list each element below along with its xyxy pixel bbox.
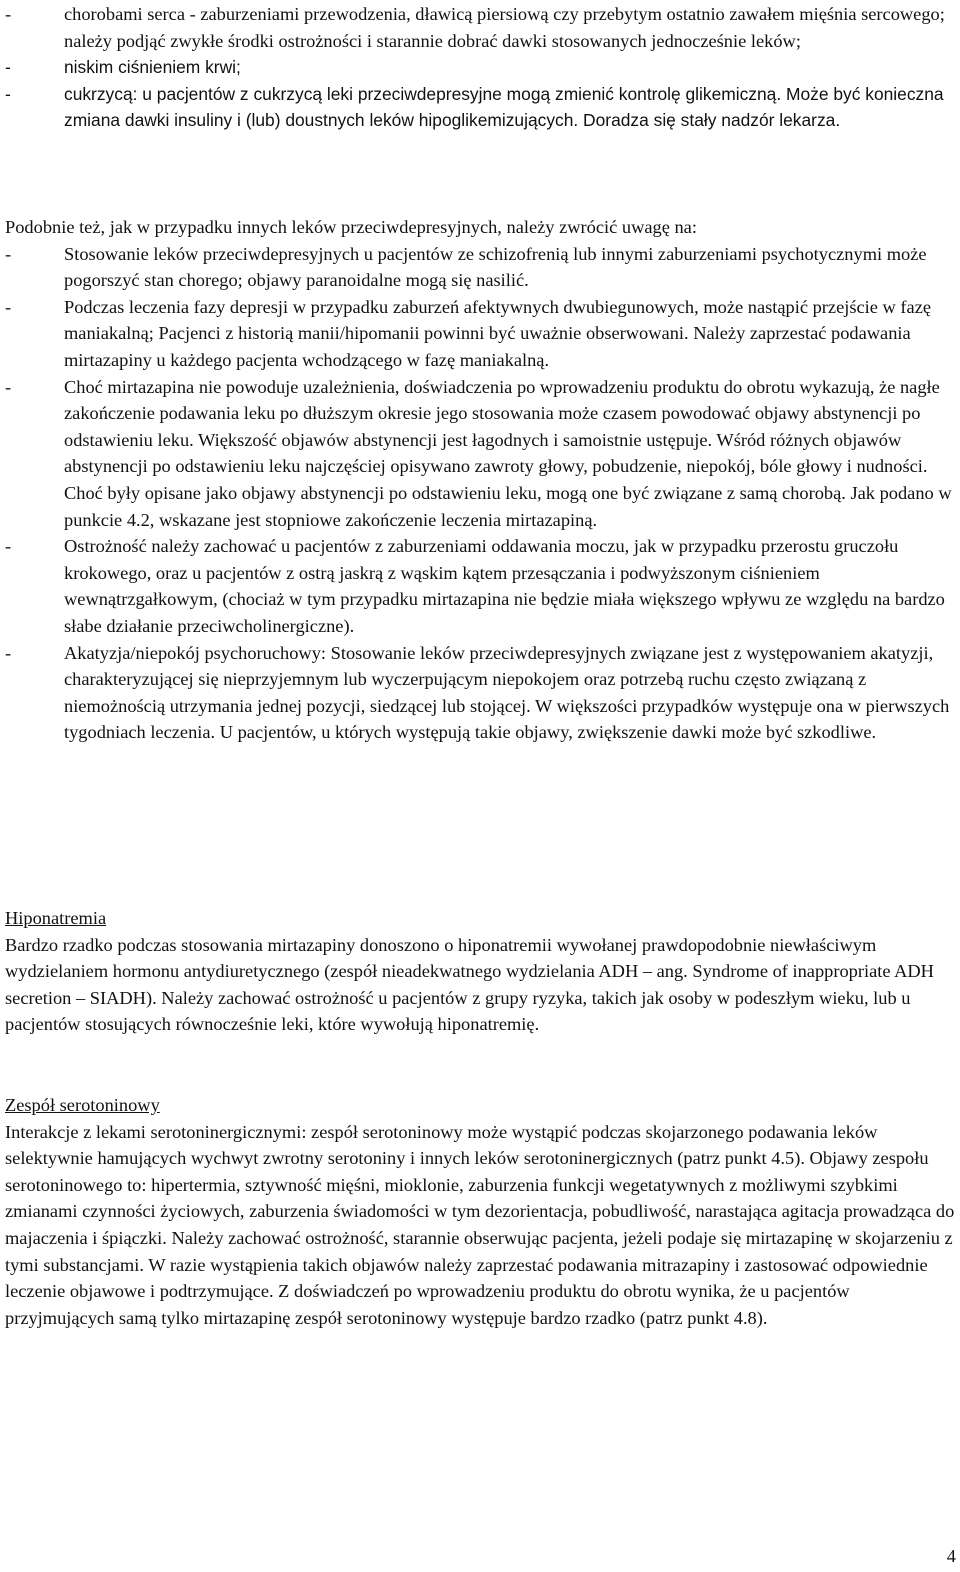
list-dash: -: [5, 83, 11, 104]
list-dash: -: [5, 642, 12, 663]
section-paragraph: Interakcje z lekami serotoninergicznymi: zespół serotoninowy może wystąpić podczas skojarzonego podawania leków selektywnie hamujących wychwyt zwrotny serotoniny i innych leków serotoninergicznych (patrz punkt 4.5). Objawy zespołu serotoninowego to: hipertermia, sztywność mięśni, mioklonie, zaburzenia funkcji wegetatywnych z możliwymi szybkimi zmianami czynności życiowych, zaburzenia świadomości w tym dezorientacja, pobudliwość, narastająca agitacja prowadząca do majaczenia i śpiączki. Należy zachować ostrożność, starannie obserwując pacjenta, jeżeli podaje się mirtazapinę w skojarzeniu z tymi substancjami. W razie wystąpienia takich objawów należy zaprzestać podawania mitrazapiny i zastosować odpowiednie leczenie objawowe i podtrzymujące. Z doświadczeń po wprowadzeniu produktu do obrotu wynika, że u pacjentów przyjmujących samą tylko mirtazapinę zespół serotoninowy występuje bardzo rzadko (patrz punkt 4.8).: [5, 1121, 955, 1328]
list-item: [5, 294, 955, 374]
list-dash: -: [5, 296, 12, 317]
warnings-section: [5, 214, 955, 746]
list-dash: -: [5, 4, 12, 24]
list-item: [5, 640, 955, 746]
list-item-text: Akatyzja/niepokój psychoruchowy: Stosowanie leków przeciwdepresyjnych związane jest z występowaniem akatyzji, charakteryzującej się nieprzyjemnym lub wyczerpującym niepokojem oraz potrzebą ruchu często związaną z niemożnością utrzymania jednej pozycji, siedzącej lub stojącej. W większości przypadków występuje ona w pierwszych tygodniach leczenia. U pacjentów, u których występują takie objawy, zwiększenie dawki może być szkodliwe.: [64, 642, 950, 743]
list-dash: -: [5, 57, 11, 78]
list-item: [5, 241, 955, 294]
warnings-intro: Podobnie też, jak w przypadku innych leków przeciwdepresyjnych, należy zwrócić uwagę na:: [5, 217, 697, 237]
serotonin-section: [5, 1092, 955, 1331]
list-item-text: Podczas leczenia fazy depresji w przypadku zaburzeń afektywnych dwubiegunowych, może nastąpić przejście w fazę maniakalną; Pacjenci z historią manii/hipomanii powinni być uważnie obserwowani. Należy zaprzestać podawania mirtazapiny u każdego pacjenta wchodzącego w fazę maniakalną.: [64, 296, 932, 370]
list-item: [5, 81, 955, 134]
page-number: 4: [946, 1546, 956, 1566]
hyponatremia-section: [5, 905, 955, 1038]
list-item-text: Ostrożność należy zachować u pacjentów z zaburzeniami oddawania moczu, jak w przypadku przerostu gruczołu krokowego, oraz u pacjentów z ostrą jaskrą z wąskim kątem przesączania i podwyższonym ciśnieniem wewnątrzgałkowym, (chociaż w tym przypadku mirtazapina nie będzie miała większego wpływu ze względu na bardzo słabe działanie przeciwcholinergiczne).: [64, 536, 945, 636]
list-item-text: Stosowanie leków przeciwdepresyjnych u pacjentów ze schizofrenią lub innymi zaburzeniami psychotycznymi może pogorszyć stan chorego; objawy paranoidalne mogą się nasilić.: [64, 243, 927, 291]
list-item-text: chorobami serca - zaburzeniami przewodzenia, dławicą piersiową czy przebytym ostatnio zawałem mięśnia sercowego; należy podjąć zwykłe środki ostrożności i starannie dobrać dawki stosowanych jednocześnie leków;: [64, 4, 945, 51]
list-dash: -: [5, 243, 12, 264]
top-bullet-list: [5, 1, 955, 134]
section-heading: Hiponatremia: [5, 908, 107, 928]
list-dash: -: [5, 536, 12, 557]
list-item: [5, 1, 955, 54]
list-item-text: niskim ciśnieniem krwi;: [64, 57, 241, 78]
list-item: [5, 533, 955, 639]
list-dash: -: [5, 376, 12, 397]
list-item-text: cukrzycą: u pacjentów z cukrzycą leki przeciwdepresyjne mogą zmienić kontrolę glikemiczną. Może być konieczna zmiana dawki insuliny i (lub) doustnych leków hipoglikemizujących. Doradza się stały nadzór lekarza.: [64, 83, 944, 131]
list-item: [5, 374, 955, 534]
list-item-text: Choć mirtazapina nie powoduje uzależnienia, doświadczenia po wprowadzeniu produktu do obrotu wykazują, że nagłe zakończenie podawania leku po dłuższym okresie jego stosowania może czasem powodować objawy abstynencji po odstawieniu leku. Większość objawów abstynencji jest łagodnych i samoistnie ustępuje. Wśród różnych objawów abstynencji po odstawieniu leku najczęściej opisywano zawroty głowy, pobudzenie, niepokój, bóle głowy i nudności. Choć były opisane jako objawy abstynencji po odstawieniu leku, mogą one być związane z samą chorobą. Jak podano w punkcie 4.2, wskazane jest stopniowe zakończenie leczenia mirtazapiną.: [64, 376, 952, 530]
list-item: [5, 54, 955, 81]
section-heading: Zespół serotoninowy: [5, 1095, 160, 1115]
section-paragraph: Bardzo rzadko podczas stosowania mirtazapiny donoszono o hiponatremii wywołanej prawdopodobnie niewłaściwym wydzielaniem hormonu antydiuretycznego (zespół nieadekwatnego wydzielania ADH – ang. Syndrome of inappropriate ADH secretion – SIADH). Należy zachować ostrożność u pacjentów z grupy ryzyka, takich jak osoby w podeszłym wieku, lub u pacjentów stosujących równocześnie leki, które wywołują hiponatremię.: [5, 934, 934, 1035]
